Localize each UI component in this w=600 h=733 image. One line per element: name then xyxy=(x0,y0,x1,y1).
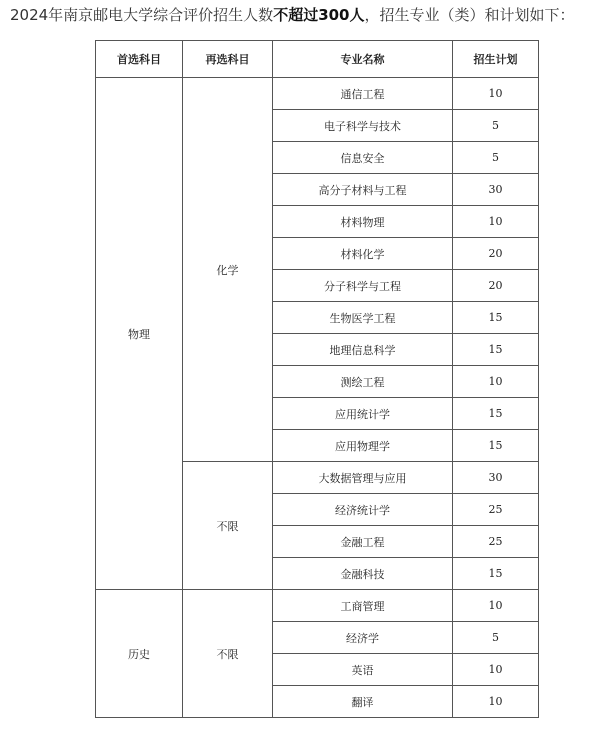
enrollment-table xyxy=(95,40,539,718)
table-row xyxy=(96,590,539,622)
enrollment-plan-cell: 15 xyxy=(453,302,539,334)
header-second-subject: 再选科目 xyxy=(183,41,273,78)
enrollment-plan-cell: 10 xyxy=(453,590,539,622)
table-header-row xyxy=(96,41,539,78)
table-body xyxy=(96,78,539,718)
enrollment-plan-cell: 30 xyxy=(453,174,539,206)
intro-suffix: ，招生专业（类）和计划如下： xyxy=(364,6,575,24)
major-name-cell: 材料化学 xyxy=(273,238,453,270)
major-name-cell: 分子科学与工程 xyxy=(273,270,453,302)
first-subject-cell: 物理 xyxy=(96,78,183,590)
major-name-cell: 电子科学与技术 xyxy=(273,110,453,142)
major-name-cell: 信息安全 xyxy=(273,142,453,174)
intro-bold: 不超过300人 xyxy=(273,6,365,24)
table-row xyxy=(96,78,539,110)
major-name-cell: 经济统计学 xyxy=(273,494,453,526)
major-name-cell: 英语 xyxy=(273,654,453,686)
enrollment-plan-cell: 15 xyxy=(453,430,539,462)
enrollment-plan-cell: 30 xyxy=(453,462,539,494)
header-first-subject: 首选科目 xyxy=(96,41,183,78)
enrollment-plan-cell: 10 xyxy=(453,366,539,398)
enrollment-plan-cell: 20 xyxy=(453,270,539,302)
second-subject-cell: 不限 xyxy=(183,590,273,718)
major-name-cell: 应用统计学 xyxy=(273,398,453,430)
major-name-cell: 应用物理学 xyxy=(273,430,453,462)
major-name-cell: 经济学 xyxy=(273,622,453,654)
enrollment-plan-cell: 15 xyxy=(453,334,539,366)
enrollment-plan-cell: 25 xyxy=(453,526,539,558)
enrollment-plan-cell: 25 xyxy=(453,494,539,526)
enrollment-plan-cell: 10 xyxy=(453,78,539,110)
enrollment-plan-cell: 5 xyxy=(453,110,539,142)
intro-text xyxy=(10,4,600,26)
major-name-cell: 地理信息科学 xyxy=(273,334,453,366)
major-name-cell: 大数据管理与应用 xyxy=(273,462,453,494)
major-name-cell: 材料物理 xyxy=(273,206,453,238)
enrollment-plan-cell: 5 xyxy=(453,142,539,174)
major-name-cell: 生物医学工程 xyxy=(273,302,453,334)
major-name-cell: 通信工程 xyxy=(273,78,453,110)
second-subject-cell: 化学 xyxy=(183,78,273,462)
enrollment-plan-cell: 10 xyxy=(453,686,539,718)
major-name-cell: 高分子材料与工程 xyxy=(273,174,453,206)
major-name-cell: 测绘工程 xyxy=(273,366,453,398)
major-name-cell: 翻译 xyxy=(273,686,453,718)
enrollment-plan-cell: 10 xyxy=(453,654,539,686)
enrollment-plan-cell: 20 xyxy=(453,238,539,270)
enrollment-plan-cell: 15 xyxy=(453,558,539,590)
header-enrollment-plan: 招生计划 xyxy=(453,41,539,78)
major-name-cell: 金融工程 xyxy=(273,526,453,558)
major-name-cell: 工商管理 xyxy=(273,590,453,622)
header-major-name: 专业名称 xyxy=(273,41,453,78)
enrollment-plan-cell: 10 xyxy=(453,206,539,238)
second-subject-cell: 不限 xyxy=(183,462,273,590)
enrollment-plan-cell: 15 xyxy=(453,398,539,430)
major-name-cell: 金融科技 xyxy=(273,558,453,590)
enrollment-plan-cell: 5 xyxy=(453,622,539,654)
first-subject-cell: 历史 xyxy=(96,590,183,718)
intro-prefix: 2024年南京邮电大学综合评价招生人数 xyxy=(10,6,274,24)
